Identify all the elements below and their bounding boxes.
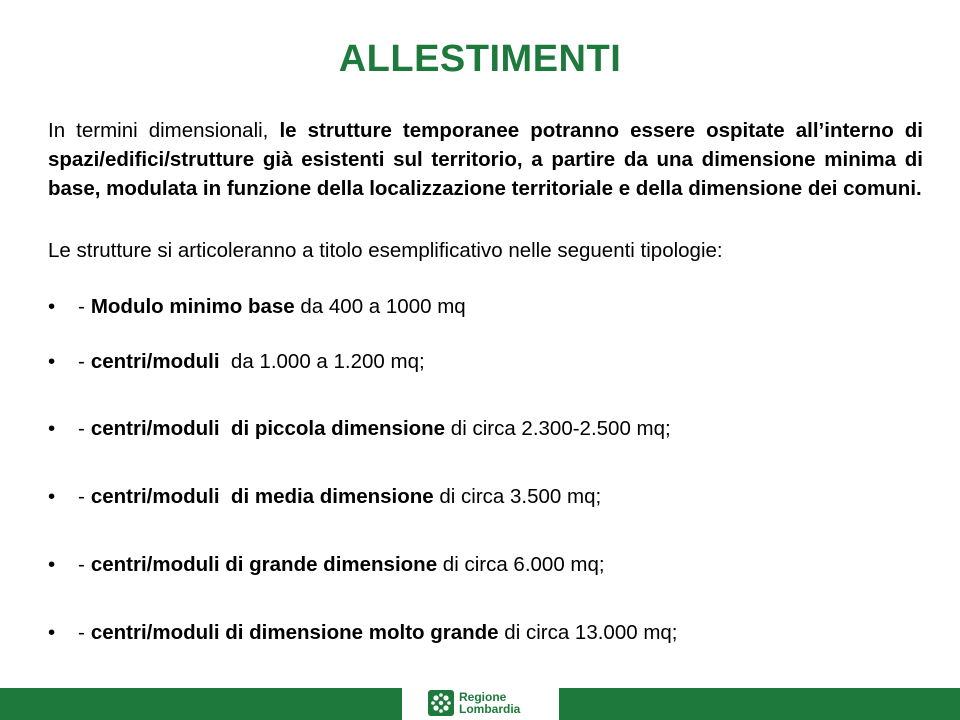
bullet-bold-text: centri/moduli di grande dimensione: [90, 553, 438, 576]
bullet-dot: •: [48, 417, 56, 440]
bullet-bold-text: Modulo minimo base: [90, 295, 295, 318]
bullet-dash: -: [78, 621, 85, 644]
intro-prefix: In termini dimensionali,: [48, 119, 280, 142]
bullet-dot: •: [48, 553, 56, 576]
bullet-text: di circa 13.000 mq;: [498, 621, 678, 644]
bullet-dash: -: [78, 417, 85, 440]
footer-bar-right: [559, 688, 960, 720]
regione-lombardia-logo: [428, 687, 520, 719]
bullet-dot: •: [48, 621, 56, 644]
bullet-text: di circa 6.000 mq;: [437, 553, 605, 576]
list-item: [48, 349, 425, 375]
intro-bold-text: le strutture temporanee potranno essere ospitate all’interno di spazi/edifici/strutture già esistenti sul territorio, a partire da una dimensione minima di base, modulata in funzione della localizzazione territoriale e della dimensione dei comuni.: [48, 119, 923, 200]
page-title: ALLESTIMENTI: [338, 38, 622, 80]
bullet-text: di circa 3.500 mq;: [433, 485, 602, 508]
rosa-camuna-icon: [428, 690, 454, 716]
bullet-bold-text: centri/moduli: [90, 350, 226, 373]
bullet-dot: •: [48, 295, 56, 318]
bullet-text: da 1.000 a 1.200 mq;: [225, 350, 425, 373]
intro-paragraph: [48, 116, 923, 203]
bullet-dot: •: [48, 350, 56, 373]
bullet-bold-text: centri/moduli di piccola dimensione: [90, 417, 446, 440]
bullet-text: da 400 a 1000 mq: [294, 295, 466, 318]
bullet-bold-text: centri/moduli di dimensione molto grande: [90, 621, 499, 644]
bullet-text: di circa 2.300-2.500 mq;: [445, 417, 671, 440]
bullet-bold-text: centri/moduli di media dimensione: [90, 485, 434, 508]
lead-paragraph: Le strutture si articoleranno a titolo esemplificativo nelle seguenti tipologie:: [48, 239, 723, 262]
footer-bar-left: [0, 688, 402, 720]
bullet-dash: -: [78, 553, 85, 576]
list-item: [48, 484, 601, 510]
logo-text: [459, 691, 520, 715]
bullet-dash: -: [78, 295, 85, 318]
bullet-dash: -: [78, 350, 85, 373]
list-item: [48, 620, 678, 646]
list-item: [48, 294, 466, 320]
list-item: [48, 552, 605, 578]
bullet-dash: -: [78, 485, 85, 508]
logo-line-2: Lombardia: [459, 702, 521, 716]
list-item: [48, 416, 671, 442]
logo-line-1: Regione: [459, 690, 507, 704]
bullet-dot: •: [48, 485, 56, 508]
